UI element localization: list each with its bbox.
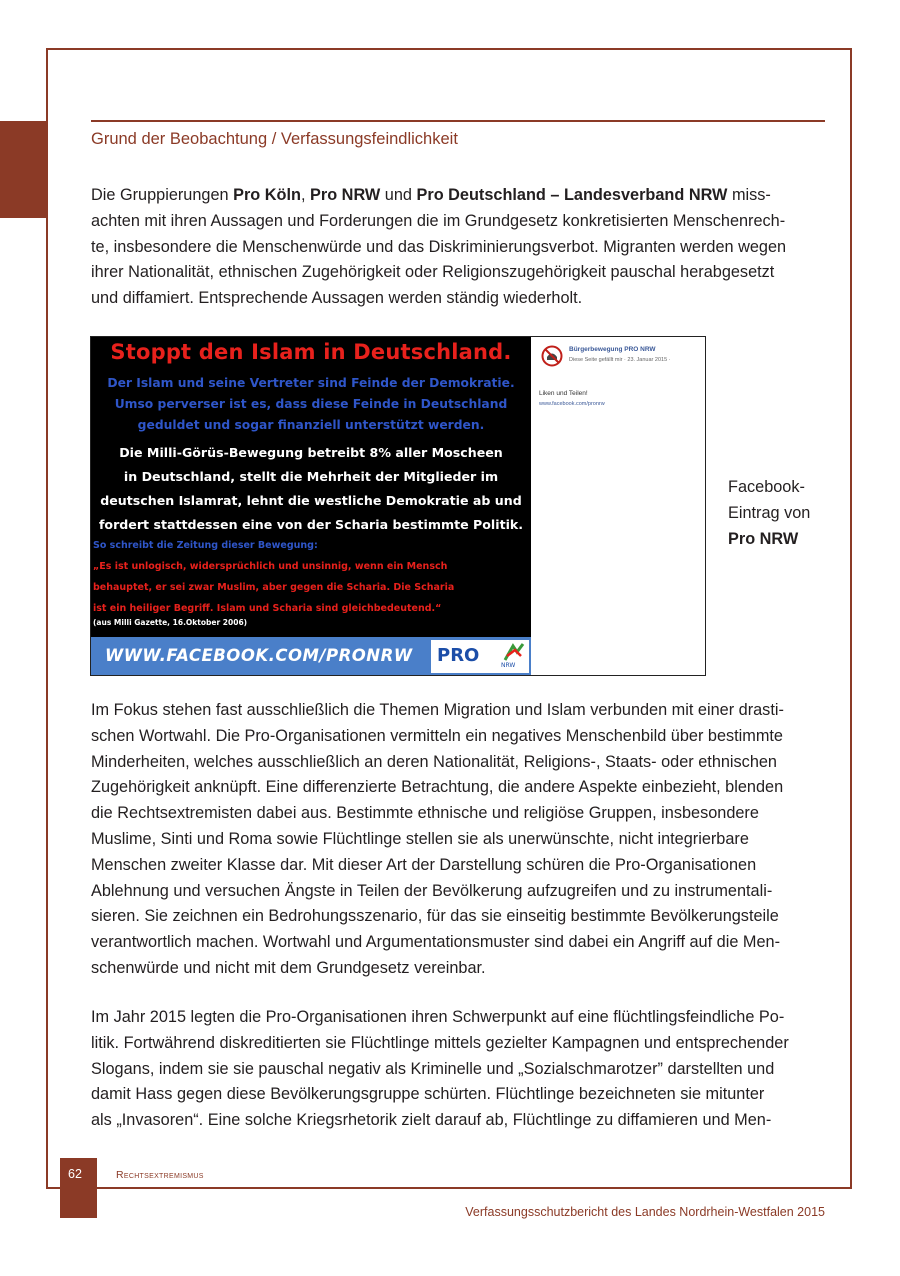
post-quote-intro: So schreibt die Zeitung dieser Bewegung: [93,540,318,551]
paragraph-line: schenwürde und nicht mit dem Grundgesetz vereinbar. [91,958,486,977]
chapter-side-tab [0,121,46,218]
facebook-post-image [91,337,531,675]
paragraph-line: sieren. Sie zeichnen ein Bedrohungsszenario, für das sie einseitig bestimmte Bevölkerungsteile [91,907,779,926]
paragraph-line: Ablehnung und versuchen Ängste in Teilen der Bevölkerung aufzugreifen und zu instrumentali- [91,881,773,900]
post-quote-line: behauptet, er sei zwar Muslim, aber gegen die Scharia. Die Scharia [93,582,455,593]
caption-line: Eintrag von [728,504,811,522]
section-title: Grund der Beobachtung / Verfassungsfeindlichkeit [91,130,458,148]
fb-link: www.facebook.com/pronrw [539,401,605,407]
paragraph-intro [91,183,831,312]
pro-logo-sub: NRW [501,662,516,669]
no-mosque-avatar-icon [541,345,563,367]
paragraph-2015 [91,1005,831,1134]
paragraph-line: und diffamiert. Entsprechende Aussagen werden ständig wiederholt. [91,289,583,308]
post-url: WWW.FACEBOOK.COM/PRONRW [105,646,413,665]
running-head: Rechtsextremismus [116,1169,204,1181]
paragraph-line: achten mit ihren Aussagen und Forderungen die im Grundgesetz konkretisierten Menschenrech- [91,211,786,230]
paragraph-line: Die Gruppierungen Pro Köln, Pro NRW und Pro Deutschland – Landesverband NRW miss- [91,186,771,204]
post-blue-line: geduldet und sogar finanziell unterstützt werden. [137,418,485,432]
caption-line: Pro NRW [728,530,799,548]
post-headline: Stoppt den Islam in Deutschland. [110,340,512,364]
paragraph-line: Im Jahr 2015 legten die Pro-Organisationen ihren Schwerpunkt auf eine flüchtlingsfeindliche Po- [91,1008,785,1026]
post-quote-line: „Es ist unlogisch, widersprüchlich und unsinnig, wenn ein Mensch [93,561,448,572]
footer-publication: Verfassungsschutzbericht des Landes Nordrhein-Westfalen 2015 [465,1205,825,1219]
page-number: 62 [68,1167,82,1181]
paragraph-line: Muslime, Sinti und Roma sowie Flüchtlinge stellen sie als unerwünschte, nicht integrierbare [91,829,749,848]
paragraph-line: Menschen zweiter Klasse dar. Mit dieser Art der Darstellung schüren die Pro-Organisationen [91,855,757,874]
post-white-line: Die Milli-Görüs-Bewegung betreibt 8% aller Moscheen [119,445,503,460]
figure-caption [728,474,810,552]
post-white-line: deutschen Islamrat, lehnt die westliche Demokratie ab und [100,493,522,508]
paragraph-line: Im Fokus stehen fast ausschließlich die Themen Migration und Islam verbunden mit einer drasti- [91,701,784,719]
paragraph-line: verantwortlich machen. Wortwahl und Argumentationsmuster sind dabei ein Angriff auf die Men- [91,933,781,952]
org-pro-deutschland: Pro Deutschland – Landesverband NRW [416,186,728,204]
post-blue-text [91,373,531,436]
paragraph-line: Zugehörigkeit anknüpft. Eine differenzierte Betrachtung, die andere Aspekte einbezieht, blenden [91,778,784,797]
facebook-sidebar [531,337,705,675]
facebook-post-figure [90,336,706,676]
post-source: (aus Milli Gazette, 16.Oktober 2006) [93,618,248,627]
post-banner [91,637,531,675]
fb-post-date: Diese Seite gefällt mir · 23. Januar 2015 · [569,357,671,363]
section-rule [91,120,825,122]
paragraph-line: schen Wortwahl. Die Pro-Organisationen vermitteln ein negatives Menschenbild über bestimmte [91,726,783,745]
org-pro-koeln: Pro Köln [233,186,301,204]
org-pro-nrw: Pro NRW [310,186,381,204]
paragraph-line: Minderheiten, welches ausschließlich an deren Nationalität, Religions-, Staats- oder ethnischen [91,752,777,771]
paragraph-line: damit Hass gegen diese Bevölkerungsgruppe schürten. Flüchtlinge bezeichneten sie mitunter [91,1085,765,1104]
frame-bottom-rule [46,1187,852,1189]
post-quote [93,556,529,619]
post-blue-line: Umso perverser ist es, dass diese Feinde in Deutschland [114,397,508,411]
paragraph-line: ihrer Nationalität, ethnischen Zugehörigkeit oder Religionszugehörigkeit pauschal herabgesetzt [91,263,775,282]
paragraph-line: litik. Fortwährend diskreditierten sie Flüchtlinge mittels gezielter Kampagnen und entsprechender [91,1033,789,1052]
post-white-text [91,441,531,537]
fb-like-text: Liken und Teilen! [539,390,588,397]
paragraph-line: Slogans, indem sie sie pauschal negativ als Kriminelle und „Sozialschmarotzer” darstellten und [91,1059,775,1078]
post-quote-line: ist ein heiliger Begriff. Islam und Scharia sind gleichbedeutend.“ [93,603,442,614]
pro-nrw-logo [431,640,529,673]
caption-line: Facebook- [728,478,805,496]
paragraph-line: te, insbesondere die Menschenwürde und das Diskriminierungsverbot. Migranten werden wegen [91,237,787,256]
paragraph-focus [91,698,831,982]
page-number-box [60,1158,97,1218]
post-blue-line: Der Islam und seine Vertreter sind Feinde der Demokratie. [107,376,515,390]
paragraph-line: als „Invasoren“. Eine solche Kriegsrhetorik zielt darauf ab, Flüchtlinge zu diffamieren und Men- [91,1111,772,1130]
post-white-line: fordert stattdessen eine von der Scharia bestimmte Politik. [98,517,524,532]
nrw-flag-icon [503,642,525,662]
post-white-line: in Deutschland, stellt die Mehrheit der Mitglieder im [123,469,499,484]
pro-logo-text: PRO [437,645,480,666]
fb-page-name: Bürgerbewegung PRO NRW [569,346,656,353]
paragraph-line: die Rechtsextremisten dabei aus. Bestimmte ethnische und religiöse Gruppen, insbesondere [91,804,759,823]
